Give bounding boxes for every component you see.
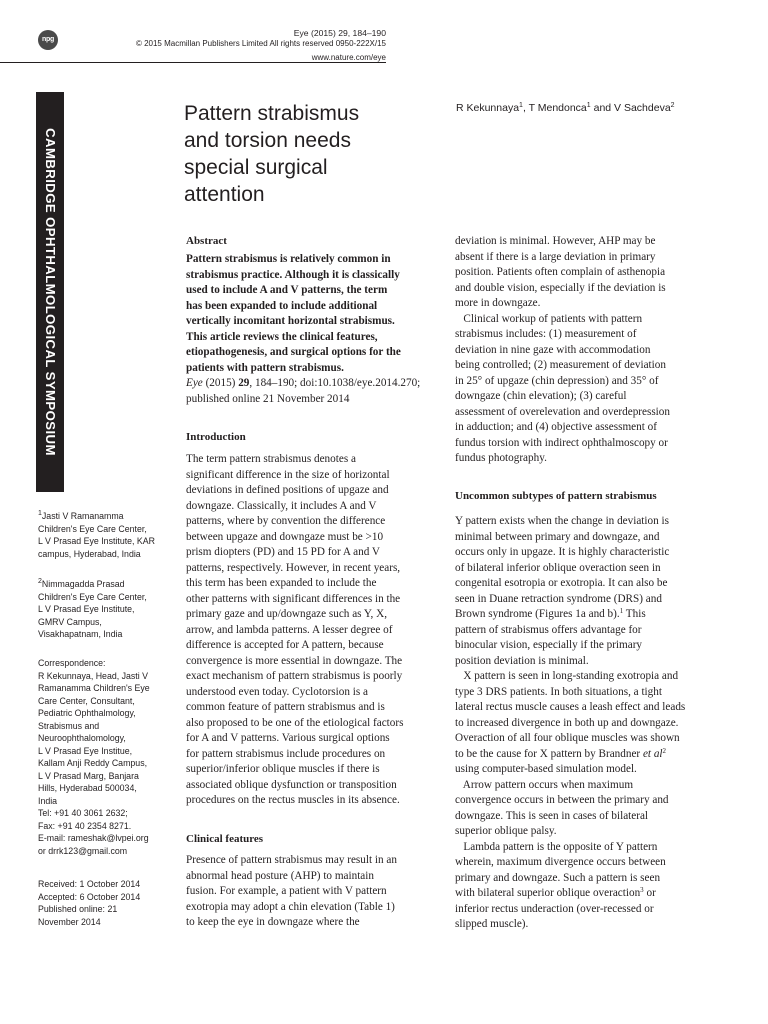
reference-marker[interactable]: 1: [619, 607, 624, 615]
body-line: to increased divergence in both up and downgaze.: [455, 716, 679, 729]
body-line: Presence of pattern strabismus may result in an: [186, 854, 397, 866]
body-line: exotropia may adopt a chin elevation (Table 1): [186, 900, 395, 913]
body-line: minimal between primary and downgaze, and: [455, 530, 660, 543]
correspondence-line: Strabismus and: [38, 720, 100, 731]
body-line: slipped muscle).: [455, 918, 529, 930]
affiliation-line: Children's Eye Care Center,: [38, 523, 147, 534]
body-line: being controlled; (2) measurement of deviation: [455, 359, 666, 371]
abstract-line: used to include A and V patterns, the term: [186, 284, 388, 296]
introduction-body: [186, 452, 403, 809]
body-line: convergence occurs in between the primary and: [455, 794, 669, 806]
date-line: November 2014: [38, 916, 101, 927]
sidebar-title: CAMBRIDGE OPHTHALMOLOGICAL SYMPOSIUM: [43, 128, 58, 456]
correspondence-line: Neuroophthalomology,: [38, 733, 126, 743]
body-line: difference is accepted for A pattern, because: [186, 639, 384, 651]
body-line: understood even today. Cyclotorsion is a: [186, 685, 368, 698]
clinical-features-heading: Clinical features: [186, 833, 264, 845]
body-line: for A and V patterns. Various surgical options: [186, 732, 390, 744]
title-line: attention: [184, 183, 265, 206]
author-list: [456, 102, 675, 114]
body-line: fundus torsion with indirect ophthalmoscopy or: [455, 436, 668, 449]
affiliation-text: Jasti V Ramanamma: [41, 511, 124, 521]
body-line: fusion. For example, a patient with V pattern: [186, 885, 387, 897]
affiliation-line: campus, Hyderabad, India: [38, 548, 141, 559]
body-line: in 25° of upgaze (chin depression) and 35° of: [455, 374, 659, 387]
author-name: and V Sachdeva: [590, 102, 671, 114]
body-line: associated oblique dysfunction or transposition: [186, 778, 397, 791]
affiliation-marker: 2: [670, 102, 675, 109]
body-line: The term pattern strabismus denotes a: [186, 453, 356, 465]
publisher-logo: npg: [38, 30, 58, 50]
et-al: et al: [642, 747, 663, 760]
body-line: patterns, respectively. However, in recent years,: [186, 561, 401, 574]
body-line: [455, 747, 685, 763]
clinical-features-body: [186, 853, 397, 931]
affiliation-marker: 1: [519, 102, 523, 109]
body-text: This: [623, 608, 646, 620]
body-line: between upgaze and downgaze must be >10: [186, 530, 384, 543]
abstract-line: patients with pattern strabismus.: [186, 361, 344, 374]
correspondence-line: Hills, Hyderabad 500034,: [38, 783, 137, 793]
body-line: primary gaze and up/downgaze such as Y, X,: [186, 608, 388, 620]
correspondence-line: Care Center, Consultant,: [38, 695, 135, 706]
body-line: congenital esotropia or exotropia. It can also be: [455, 577, 668, 589]
body-line: position deviation is minimal.: [455, 654, 589, 667]
body-line: position. Patients often complain of asthenopia: [455, 266, 666, 278]
journal-name: Eye: [186, 377, 203, 389]
affiliation-line: L V Prasad Eye Institute, KAR: [38, 536, 156, 546]
uncommon-subtypes-heading: Uncommon subtypes of pattern strabismus: [455, 490, 657, 502]
citation-line: [186, 376, 420, 392]
body-line: deviation is minimal. However, AHP may be: [455, 235, 656, 247]
abstract-line: This article reviews the clinical features,: [186, 330, 378, 343]
abstract-line: vertically incomitant horizontal strabismus.: [186, 315, 395, 327]
abstract-line: etiopathogenesis, and surgical options for the: [186, 346, 401, 358]
body-line: X pattern is seen in long-standing exotropia and: [455, 670, 679, 682]
body-line: downgaze. Classically, it includes A and V: [186, 499, 377, 512]
body-line: primary and downgaze. Such a pattern is seen: [455, 871, 661, 884]
body-line: arrow, and lambda patterns. A lesser degree of: [186, 623, 393, 636]
correspondence-line: Correspondence:: [38, 658, 106, 668]
affiliation-marker: 1: [586, 102, 591, 109]
affiliation-1: [38, 510, 188, 560]
body-line: [455, 886, 685, 902]
body-line: wherein, maximum divergence occurs between: [455, 856, 666, 868]
section-sidebar: [36, 92, 64, 492]
correspondence-line: L V Prasad Eye Institue,: [38, 745, 133, 756]
body-line: Clinical workup of patients with pattern: [455, 312, 643, 325]
body-line: this term has been expanded to include the: [186, 577, 377, 589]
author-name: , T Mendonca: [522, 102, 587, 114]
email-link[interactable]: or drrk123@gmail.com: [38, 845, 128, 856]
body-line: of bilateral inferior oblique overaction seen in: [455, 561, 661, 574]
affiliation-2: [38, 578, 188, 641]
body-text: to be the cause for X pattern by Brandner: [455, 747, 643, 760]
correspondence-line: Tel: +91 40 3061 2632;: [38, 808, 128, 818]
body-line: also proposed to be one of the etiological factors: [186, 716, 404, 729]
body-text: with bilateral superior oblique overaction: [455, 887, 641, 899]
body-line: more in downgaze.: [455, 297, 541, 309]
citation-year: (2015): [202, 377, 239, 389]
abstract-body: [186, 252, 420, 407]
body-line: common feature of pattern strabismus and is: [186, 701, 385, 713]
affiliation-line: [38, 510, 188, 523]
body-line: abnormal head posture (AHP) to maintain: [186, 869, 374, 882]
correspondence-line: R Kekunnaya, Head, Jasti V: [38, 670, 149, 681]
correspondence-line: Kallam Anji Reddy Campus,: [38, 758, 148, 768]
body-line: superior/inferior oblique muscles if there is: [186, 763, 380, 775]
affiliation-text: Nimmagadda Prasad: [41, 579, 125, 589]
author-name: R Kekunnaya: [456, 102, 520, 114]
body-line: type 3 DRS patients. In both situations, a tight: [455, 685, 662, 698]
abstract-line: has been expanded to include additional: [186, 299, 378, 312]
affiliation-line: GMRV Campus,: [38, 616, 102, 627]
published-line: published online 21 November 2014: [186, 392, 350, 405]
figure-reference[interactable]: Brown syndrome (Figures 1a and b).: [455, 608, 620, 620]
body-line: pattern of strabismus offers advantage for: [455, 623, 642, 636]
body-line: fundus photography.: [455, 452, 547, 464]
body-line: [455, 607, 685, 623]
affiliation-line: L V Prasad Eye Institute,: [38, 604, 135, 614]
title-line: Pattern strabismus: [184, 102, 360, 125]
date-line: Received: 1 October 2014: [38, 879, 141, 889]
body-line: assessment of overelevation and overdepression: [455, 405, 670, 418]
body-line: procedures on the rectus muscles in its absence.: [186, 794, 400, 806]
abstract-heading: Abstract: [186, 235, 227, 247]
body-line: deviation in nine gaze with accommodation: [455, 343, 651, 356]
body-line: Lambda pattern is the opposite of Y pattern: [455, 840, 658, 853]
affiliation-line: Children's Eye Care Center,: [38, 591, 147, 602]
body-line: for pattern strabismus include procedures on: [186, 747, 386, 760]
title-line: and torsion needs: [184, 129, 351, 152]
correspondence-line: India: [38, 795, 58, 806]
body-line: Overaction of all four oblique muscles was shown: [455, 732, 680, 744]
journal-citation: Eye (2015) 29, 184–190: [293, 28, 386, 38]
uncommon-subtypes-body: [455, 514, 685, 933]
body-line: seen in Duane retraction syndrome (DRS) and: [455, 592, 662, 605]
journal-url[interactable]: www.nature.com/eye: [311, 53, 386, 62]
title-line: special surgical: [184, 156, 328, 179]
body-line: to keep the eye in downgaze where the: [186, 916, 360, 928]
body-text: or: [643, 887, 656, 899]
body-line: downgaze (chin elevation); (3) careful: [455, 390, 627, 402]
body-line: prism diopters (PD) and 15 PD for A and V: [186, 546, 381, 558]
body-line: lateral rectus muscle causes a leash effect and leads: [455, 701, 686, 713]
body-line: binocular vision, especially if the primary: [455, 639, 643, 651]
body-line: occurs only in upgaze. It is highly characteristic: [455, 546, 670, 558]
body-line: using computer-based simulation model.: [455, 763, 637, 775]
affiliation-marker: 1: [38, 510, 42, 517]
body-line: patterns, where by convention the difference: [186, 515, 386, 527]
clinical-continued-body: [455, 234, 670, 467]
article-title: [184, 100, 424, 208]
body-line: deviations in defined positions of upgaze and: [186, 484, 389, 496]
body-line: and double vision, especially if the deviation is: [455, 281, 666, 294]
abstract-line: Pattern strabismus is relatively common in: [186, 253, 391, 265]
affiliation-line: Visakhapatnam, India: [38, 629, 123, 639]
affiliation-marker: 2: [38, 578, 42, 585]
correspondence-line: Fax: +91 40 2354 8271.: [38, 820, 132, 831]
body-line: superior oblique palsy.: [455, 825, 557, 837]
date-line: Published online: 21: [38, 904, 118, 914]
body-line: in adduction; and (4) objective assessment of: [455, 421, 657, 433]
affiliation-line: [38, 578, 188, 591]
article-dates: [38, 878, 188, 928]
abstract-line: strabismus practice. Although it is classically: [186, 268, 400, 281]
correspondence-line: Ramanamma Children's Eye: [38, 683, 150, 693]
introduction-heading: Introduction: [186, 431, 246, 443]
reference-marker[interactable]: 3: [640, 886, 644, 894]
email-link[interactable]: E-mail: rameshak@lvpei.org: [38, 833, 149, 843]
reference-marker[interactable]: 2: [662, 746, 667, 755]
citation-volume: 29: [238, 377, 250, 389]
body-line: significant difference in the size of horizontal: [186, 468, 390, 481]
correspondence-line: L V Prasad Marg, Banjara: [38, 770, 139, 781]
body-line: Arrow pattern occurs when maximum: [455, 778, 634, 791]
correspondence-line: Pediatric Ophthalmology,: [38, 708, 136, 718]
header-rule: [0, 62, 386, 63]
body-line: absent if there is a large deviation in primary: [455, 250, 656, 263]
body-line: convergence is more essential in downgaze. The: [186, 654, 403, 667]
body-line: exact mechanism of pattern strabismus is poorly: [186, 670, 403, 682]
copyright-line: © 2015 Macmillan Publishers Limited All rights reserved 0950-222X/15: [135, 39, 386, 48]
citation-doi[interactable]: , 184–190; doi:10.1038/eye.2014.270;: [249, 377, 421, 389]
date-line: Accepted: 6 October 2014: [38, 891, 141, 902]
body-line: Y pattern exists when the change in deviation is: [455, 515, 669, 527]
body-line: strabismus includes: (1) measurement of: [455, 328, 637, 340]
correspondence-block: [38, 657, 188, 857]
body-line: downgaze. This is seen in cases of bilateral: [455, 809, 649, 822]
body-line: inferior rectus underaction (over-recessed or: [455, 902, 654, 915]
body-line: other patterns with significant differences in the: [186, 592, 401, 605]
